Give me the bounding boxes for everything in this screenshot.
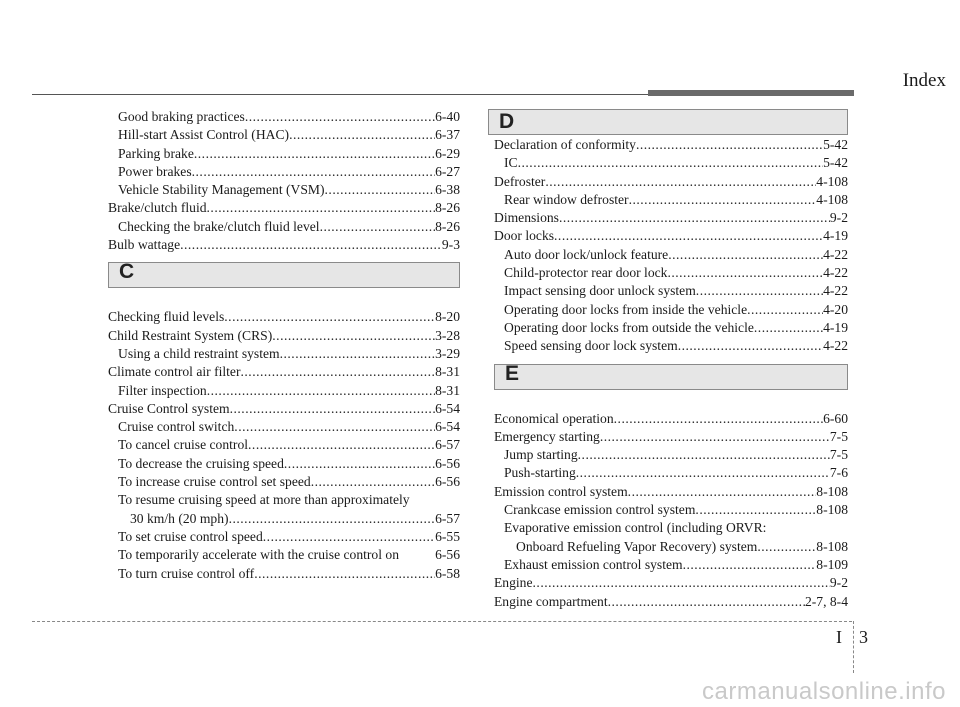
index-entry [108,510,460,528]
entry-page: 7-5 [829,447,848,463]
entry-text: To turn cruise control off [118,565,255,581]
section-header-c [108,262,460,288]
section-letter-e: E [505,361,520,385]
entry-page: 6-40 [435,109,460,124]
index-entry [494,538,848,556]
index-entry [494,483,848,501]
entry-page: 8-109 [816,556,848,572]
entry-text: Emission control system [494,483,628,499]
index-entry [108,345,460,363]
footer-divider [853,621,854,673]
index-entry [108,126,460,144]
entry-page: 6-56 [435,547,460,563]
entry-page: 8-108 [816,538,848,554]
entry-leader [678,337,823,355]
entry-leader [325,181,436,199]
entry-leader [636,136,823,154]
entry-leader [289,126,435,144]
index-entry [494,191,848,209]
entry-text: Child-protector rear door lock [504,265,668,281]
index-entry [494,464,848,482]
site-watermark: carmanualsonline.info [702,678,946,705]
index-entry [108,308,460,326]
entry-text: Checking the brake/clutch fluid level [118,218,320,234]
entry-text: IC [504,155,518,171]
header-accent-bar [648,90,854,96]
entry-leader [518,154,823,172]
entry-leader [192,163,435,181]
index-entry [494,227,848,245]
entry-page: 3-28 [435,327,460,343]
index-entry [108,363,460,381]
entry-text: Filter inspection [118,382,207,398]
entry-leader [600,428,830,446]
entry-page: 8-108 [816,502,848,518]
entry-leader [757,538,816,556]
entry-text: Emergency starting [494,428,600,444]
entry-text: Jump starting [504,447,578,463]
entry-leader [533,574,830,592]
entry-page: 5-42 [823,155,848,171]
entry-page: 8-31 [435,364,460,380]
entry-page: 4-19 [823,228,848,244]
entry-page: 8-31 [435,382,460,398]
entry-text: To increase cruise control set speed [118,474,311,490]
entry-text: Bulb wattage [108,237,181,253]
index-entry [108,418,460,436]
section-header-e [494,361,848,390]
entry-text: 30 km/h (20 mph) [130,510,229,526]
index-entry [494,501,848,519]
index-entry [494,556,848,574]
index-column-left [108,108,460,583]
entry-leader [695,501,816,519]
entry-page: 3-29 [435,345,460,361]
entry-text: Parking brake [118,145,194,161]
index-entry [494,574,848,592]
entry-page: 6-38 [435,182,460,198]
index-entry [108,473,460,491]
entry-page: 6-37 [435,127,460,143]
entry-text: Vehicle Stability Management (VSM) [118,182,325,198]
index-column-right [494,136,848,611]
entry-text: Push-starting [504,465,576,481]
entry-page: 9-3 [441,237,460,253]
entry-text: To decrease the cruising speed [118,455,284,471]
section-c-entries [108,308,460,582]
index-entry [494,428,848,446]
entry-text: To set cruise control speed [118,528,263,544]
index-entry [494,519,848,537]
entry-text: Operating door locks from inside the vehicle [504,301,748,317]
entry-leader [241,363,436,381]
section-letter-d: D [499,110,515,133]
entry-text: Evaporative emission control (including ORVR: [504,520,767,536]
entry-text: Brake/clutch fluid [108,200,207,216]
entry-page: 6-54 [435,400,460,416]
entry-leader [668,246,823,264]
entry-leader [207,199,436,217]
entry-leader [280,345,435,363]
entry-page: 4-22 [823,246,848,262]
entry-page: 4-22 [823,265,848,281]
entry-page: 4-20 [823,301,848,317]
entry-text: Cruise control switch [118,419,235,435]
entry-text: To cancel cruise control [118,437,249,453]
index-entry [494,154,848,172]
entry-leader [559,209,830,227]
entry-leader [311,473,435,491]
index-entry [108,236,460,254]
entry-text: Child Restraint System (CRS) [108,327,273,343]
index-entry [494,282,848,300]
entry-text: Crankcase emission control system [504,502,696,518]
entry-leader [628,483,817,501]
entry-leader [747,301,823,319]
continued-entries [108,108,460,254]
index-entry [494,209,848,227]
entry-leader [545,173,816,191]
entry-text: Operating door locks from outside the vehicle [504,319,754,335]
entry-page: 9-2 [829,210,848,226]
entry-page: 8-26 [435,218,460,234]
entry-page: 6-27 [435,163,460,179]
entry-page: 6-57 [435,437,460,453]
entry-leader [194,145,435,163]
entry-text: Good braking practices [118,109,245,124]
index-entry [494,246,848,264]
section-header-d [488,109,848,135]
entry-text: Checking fluid levels [108,309,225,325]
entry-leader [224,308,435,326]
entry-leader [245,108,435,126]
index-entry [108,528,460,546]
entry-leader [608,593,805,611]
entry-page: 7-6 [829,465,848,481]
entry-text: Defroster [494,173,546,189]
entry-page: 7-5 [829,428,848,444]
entry-page: 6-56 [435,474,460,490]
index-entry [494,410,848,428]
entry-leader [284,455,435,473]
entry-page: 6-54 [435,419,460,435]
entry-leader [683,556,817,574]
page-label: 3 [859,627,868,647]
entry-leader [576,464,830,482]
entry-page: 6-58 [435,565,460,581]
index-entry [108,327,460,345]
entry-leader [248,436,435,454]
entry-leader [554,227,823,245]
index-entry [494,446,848,464]
index-entry [108,436,460,454]
index-entry [108,455,460,473]
entry-page: 6-56 [435,455,460,471]
entry-leader [207,382,435,400]
header-rule [32,94,652,95]
entry-text: To temporarily accelerate with the cruise control on [118,547,400,563]
entry-leader [667,264,823,282]
index-entry [108,491,460,509]
entry-page: 9-2 [829,575,848,591]
index-entry [108,546,460,564]
index-entry [108,400,460,418]
index-entry [494,319,848,337]
index-entry [494,337,848,355]
entry-page: 8-20 [435,309,460,325]
index-entry [108,108,460,126]
entry-text: Declaration of conformity [494,137,636,152]
section-letter-c: C [119,260,135,284]
index-entry [108,382,460,400]
entry-leader [320,218,436,236]
entry-page: 2-7, 8-4 [804,593,848,609]
entry-text: Cruise Control system [108,400,230,416]
entry-leader [614,410,823,428]
index-entry [108,163,460,181]
entry-text: Climate control air filter [108,364,241,380]
entry-leader [263,528,435,546]
entry-text: Onboard Refueling Vapor Recovery) system [516,538,758,554]
entry-leader [180,236,442,254]
entry-text: Using a child restraint system [118,345,280,361]
page-header-title: Index [902,70,946,91]
footer-rule [32,621,852,622]
index-entry [108,218,460,236]
index-entry [494,173,848,191]
entry-leader [629,191,817,209]
entry-leader [229,510,436,528]
entry-leader [254,565,435,583]
section-d-entries [494,136,848,356]
entry-leader [578,446,830,464]
chapter-label: I [836,627,842,647]
entry-text: Exhaust emission control system [504,556,683,572]
entry-text: To resume cruising speed at more than approximately [118,492,410,508]
entry-text: Speed sensing door lock system [504,338,678,354]
entry-text: Hill-start Assist Control (HAC) [118,127,290,143]
entry-text: Power brakes [118,163,192,179]
entry-text: Engine [494,575,533,591]
index-entry [108,199,460,217]
entry-page: 4-22 [823,338,848,354]
entry-page: 4-108 [816,191,848,207]
entry-page: 6-55 [435,528,460,544]
entry-text: Economical operation [494,410,614,426]
entry-text: Dimensions [494,210,559,226]
index-entry [494,136,848,154]
entry-page: 4-19 [823,319,848,335]
index-entry [494,301,848,319]
entry-page: 5-42 [823,137,848,152]
entry-text: Auto door lock/unlock feature [504,246,669,262]
entry-leader [272,327,435,345]
index-entry [108,181,460,199]
entry-leader [230,400,435,418]
entry-text: Impact sensing door unlock system [504,283,696,299]
entry-page: 4-22 [823,283,848,299]
section-e-entries [494,410,848,611]
entry-text: Engine compartment [494,593,608,609]
entry-text: Rear window defroster [504,191,629,207]
entry-page: 6-57 [435,510,460,526]
entry-leader [234,418,435,436]
index-entry [108,145,460,163]
entry-text: Door locks [494,228,555,244]
entry-page: 4-108 [816,173,848,189]
entry-leader [754,319,823,337]
entry-page: 8-108 [816,483,848,499]
entry-leader [696,282,823,300]
entry-page: 6-60 [823,410,848,426]
index-entry [494,593,848,611]
index-entry [494,264,848,282]
entry-page: 8-26 [435,200,460,216]
entry-page: 6-29 [435,145,460,161]
index-entry [108,565,460,583]
